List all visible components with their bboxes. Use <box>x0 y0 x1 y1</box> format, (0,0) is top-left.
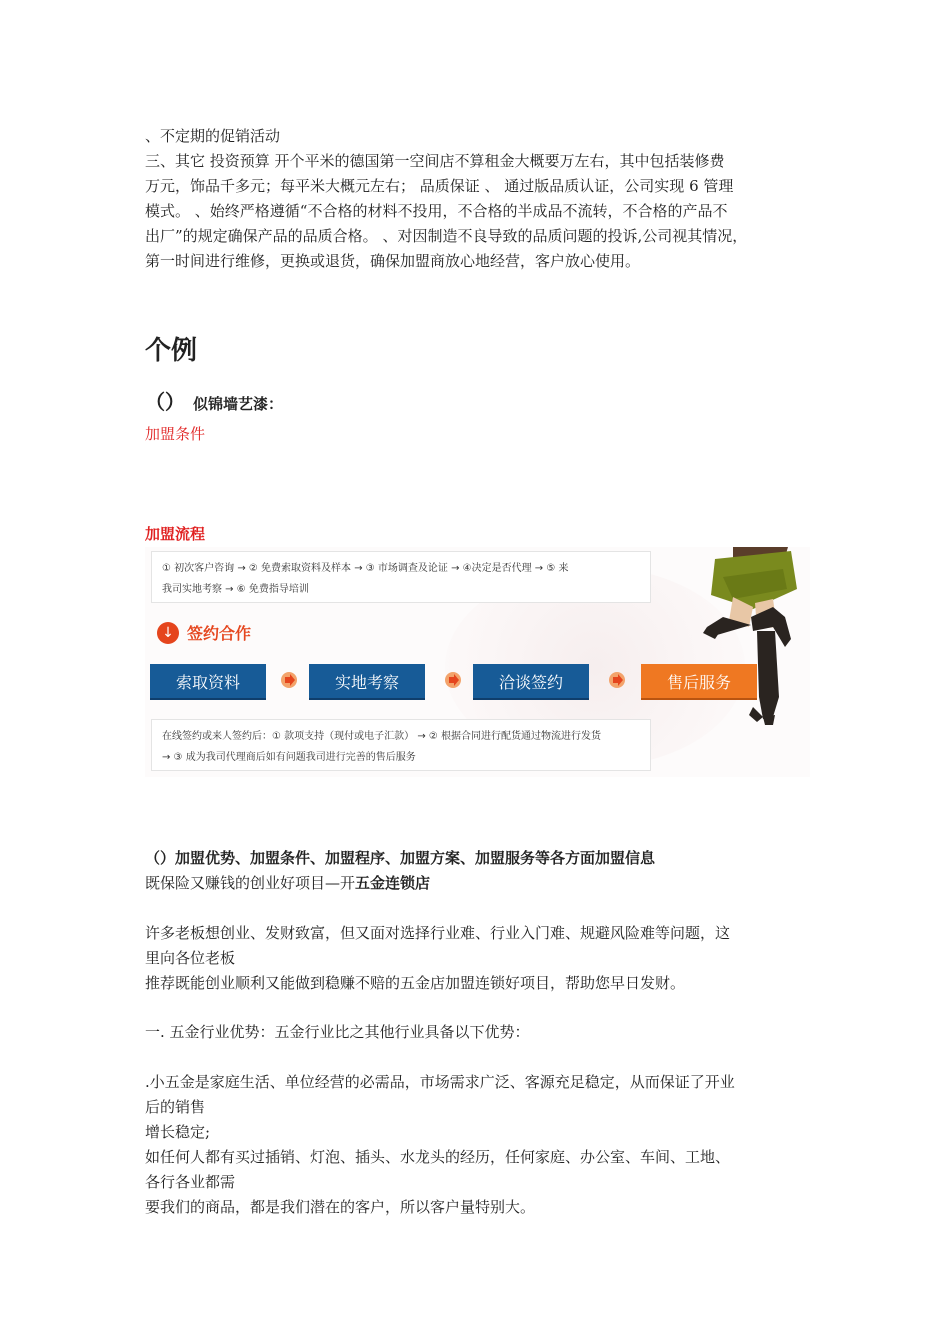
text-line: 里向各位老板 <box>145 949 236 967</box>
text-line: 许多老板想创业、发财致富，但又面对选择行业难、行业入门难、规避风险难等问题，这 <box>145 924 731 942</box>
text-line: 如任何人都有买过插销、灯泡、插头、水龙头的经历，任何家庭、办公室、车间、工地、 <box>145 1148 731 1166</box>
project-line-prefix: 既保险又赚钱的创业好项目—开 <box>145 874 356 892</box>
woman-boots-illustration <box>693 547 810 777</box>
advantage-heading: 一. 五金行业优势：五金行业比之其他行业具备以下优势： <box>145 1023 530 1041</box>
link-conditions[interactable]: 加盟条件 <box>145 425 206 443</box>
subheading <box>145 386 283 415</box>
flow-top-box <box>151 551 651 603</box>
intro-paragraph <box>145 921 815 996</box>
flow-bottom-line: 在线签约或来人签约后：① 款项支持（现付或电子汇款） → ② 根据合同进行配货通过物流进行发货 <box>162 731 602 742</box>
arrow-right-icon <box>444 671 462 689</box>
step-negotiate-sign: 洽谈签约 <box>473 664 589 700</box>
text-line: 万元，饰品千多元；每平米大概元左右； 品质保证 、 通过版品质认证，公司实现 6 管理 <box>145 177 734 195</box>
text-line: 增长稳定; <box>145 1123 211 1141</box>
subheading-paren: （） <box>145 390 185 414</box>
flow-top-line: 我司实地考察 → ⑥ 免费指导培训 <box>162 584 309 595</box>
arrow-right-icon <box>608 671 626 689</box>
step-after-sales: 售后服务 <box>641 664 757 700</box>
project-line <box>145 871 430 896</box>
flow-top-line: ① 初次客户咨询 → ② 免费索取资料及样本 → ③ 市场调查及论证 → ④决定是否代理 → ⑤ 来 <box>162 563 569 574</box>
project-line-bold: 五金连锁店 <box>355 874 431 892</box>
advantage-paragraph <box>145 1070 815 1220</box>
text-line: 各行各业都需 <box>145 1173 236 1191</box>
text-line: 三、其它 投资预算 开个平米的德国第一空间店不算租金大概要万左右，其中包括装修费 <box>145 152 725 170</box>
section-heading: 个例 <box>145 336 198 366</box>
text-line: 推荐既能创业顺利又能做到稳赚不赔的五金店加盟连锁好项目，帮助您早日发财。 <box>145 974 686 992</box>
step-site-visit: 实地考察 <box>309 664 425 700</box>
sign-cooperation <box>157 621 251 644</box>
text-line: 出厂”的规定确保产品的品质合格。 、对因制造不良导致的品质问题的投诉,公司视其情况， <box>145 227 748 245</box>
link-process[interactable]: 加盟流程 <box>145 525 206 543</box>
text-line: 第一时间进行维修，更换或退货，确保加盟商放心地经营，客户放心使用。 <box>145 252 641 270</box>
info-heading: （）加盟优势、加盟条件、加盟程序、加盟方案、加盟服务等各方面加盟信息 <box>145 849 656 867</box>
sign-label: 签约合作 <box>187 624 252 643</box>
arrow-right-icon <box>280 671 298 689</box>
step-request-materials: 索取资料 <box>150 664 266 700</box>
text-line: 要我们的商品，都是我们潜在的客户，所以客户量特别大。 <box>145 1198 536 1216</box>
franchise-flow-image <box>145 547 810 777</box>
down-arrow-icon: ↓ <box>157 622 179 644</box>
text-line: 、不定期的促销活动 <box>145 127 281 145</box>
investment-paragraph <box>145 149 815 274</box>
text-line: 后的销售 <box>145 1098 206 1116</box>
text-line: .小五金是家庭生活、单位经营的必需品，市场需求广泛、客源充足稳定，从而保证了开业 <box>145 1073 735 1091</box>
subheading-text: 似锦墙艺漆： <box>193 395 284 413</box>
flow-bottom-line: → ③ 成为我司代理商后如有问题我司进行完善的售后服务 <box>162 752 416 763</box>
flow-bottom-box <box>151 719 651 771</box>
text-line: 模式。 、始终严格遵循“不合格的材料不投用，不合格的半成品不流转，不合格的产品不 <box>145 202 728 220</box>
